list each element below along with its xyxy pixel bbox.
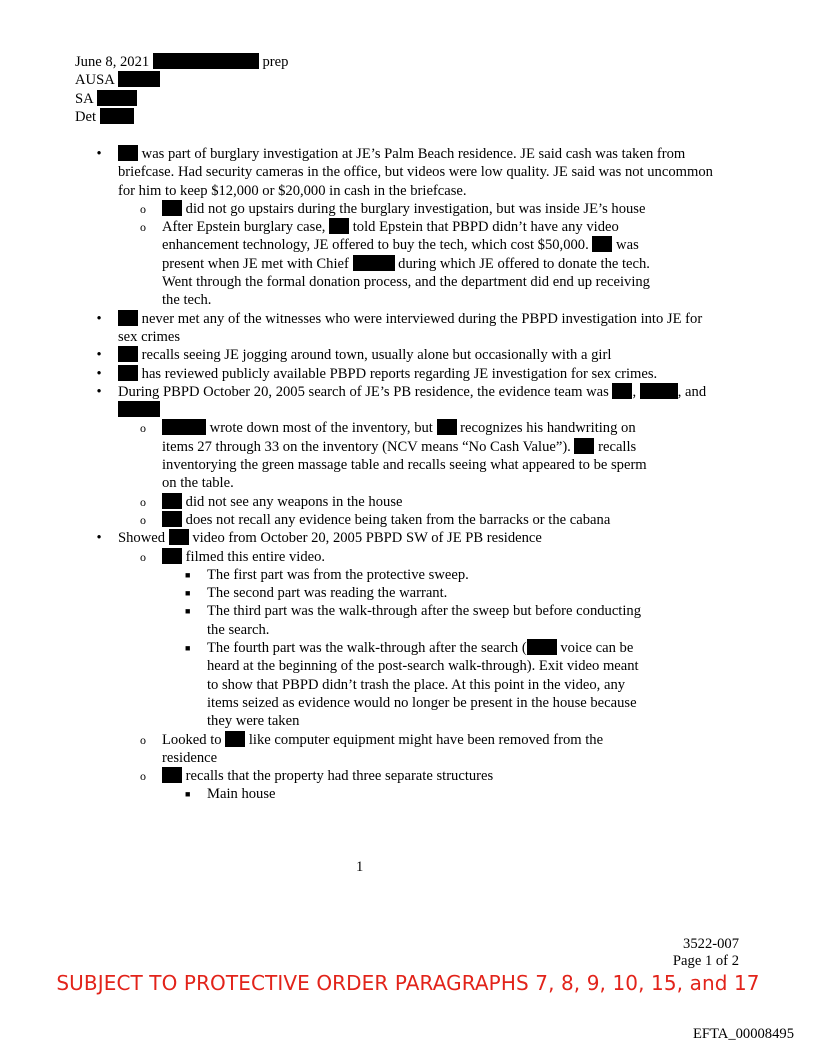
item-text: The third part was the walk-through after the sweep but before conducting the search. — [207, 603, 642, 638]
list-item — [75, 145, 718, 200]
list-item — [75, 310, 718, 347]
item-text: did not see any weapons in the house — [182, 493, 403, 510]
redaction-box — [100, 108, 134, 124]
redaction-box — [640, 383, 678, 399]
redaction-box — [162, 767, 182, 783]
bullet-dot: • — [96, 530, 102, 547]
item-text: Looked to — [162, 731, 226, 748]
item-text: After Epstein burglary case, — [162, 219, 330, 236]
list-item — [185, 566, 652, 584]
item-text: Main house — [207, 786, 276, 803]
list-item — [140, 493, 652, 511]
redaction-box — [162, 200, 182, 216]
header-prep: prep — [262, 54, 289, 70]
item-text: told Epstein that PBPD didn’t have any video enhancement technology, JE offered to buy the tech, which cost $50,000. — [162, 219, 619, 254]
item-text: during which JE offered to donate the tech. Went through the formal donation process, and the department did end up receiving the tech. — [162, 255, 650, 309]
item-text: recalls seeing JE jogging around town, usually alone but occasionally with a girl — [138, 347, 612, 364]
item-text: filmed this entire video. — [182, 548, 326, 565]
list-item — [140, 548, 652, 566]
page-of-label: Page 1 of 2 — [672, 952, 739, 969]
header-det: Det — [75, 108, 97, 125]
header-date: June 8, 2021 — [75, 54, 150, 70]
item-text: video from October 20, 2005 PBPD SW of JE PB residence — [188, 530, 542, 547]
list-item — [140, 200, 652, 218]
item-text: does not recall any evidence being taken from the barracks or the cabana — [182, 511, 611, 528]
document-stamp — [673, 936, 739, 969]
bates-number: EFTA_00008495 — [693, 1026, 794, 1042]
redaction-box — [592, 236, 612, 252]
list-item — [75, 365, 718, 383]
redaction-box — [169, 529, 189, 545]
header-ausa: AUSA — [75, 72, 114, 89]
redaction-box — [118, 401, 160, 417]
bullet-dot: • — [96, 365, 102, 382]
bullet-square: ■ — [185, 569, 191, 580]
list-item — [75, 529, 718, 547]
bullet-square: ■ — [185, 606, 191, 617]
redaction-box — [162, 419, 206, 435]
redaction-box — [353, 255, 395, 271]
list-item — [185, 785, 652, 803]
header-date-line — [75, 53, 288, 71]
bullet-dot: • — [96, 310, 102, 327]
bullet-circle: o — [140, 220, 146, 235]
redaction-box — [118, 310, 138, 326]
item-text: has reviewed publicly available PBPD reports regarding JE investigation for sex crimes. — [138, 365, 658, 382]
redaction-box — [162, 511, 182, 527]
item-text: recognizes his handwriting on items 27 through 33 on the inventory (NCV means “No Cash Value”). — [162, 420, 636, 455]
memo-header — [75, 53, 288, 126]
bullet-circle: o — [140, 201, 146, 216]
redaction-box — [97, 90, 137, 106]
page-number: 1 — [356, 859, 364, 875]
redaction-box — [162, 493, 182, 509]
item-text: During PBPD October 20, 2005 search of JE’s PB residence, the evidence team was — [118, 383, 613, 400]
list-item — [140, 511, 652, 529]
bullet-square: ■ — [185, 588, 191, 599]
list-item — [185, 584, 652, 602]
redaction-box — [437, 419, 457, 435]
redaction-box — [118, 346, 138, 362]
item-text: was present when JE met with Chief — [162, 237, 639, 272]
bullet-circle: o — [140, 421, 146, 436]
bullet-square: ■ — [185, 643, 191, 654]
bullet-circle: o — [140, 769, 146, 784]
list-item — [185, 639, 652, 730]
item-text: recalls inventorying the green massage table and recalls seeing what appeared to be sperm on the table. — [162, 438, 647, 492]
redaction-box — [118, 145, 138, 161]
list-item — [140, 731, 652, 768]
redaction-box — [118, 365, 138, 381]
item-text: The fourth part was the walk-through after the search ( — [207, 640, 527, 657]
redaction-box — [329, 218, 349, 234]
list-item — [140, 419, 652, 492]
header-sa-line — [75, 90, 288, 108]
item-text: , and — [677, 383, 707, 400]
item-text: did not go upstairs during the burglary investigation, but was inside JE’s house — [182, 200, 646, 217]
item-text: recalls that the property had three separate structures — [182, 768, 494, 785]
item-text: , — [632, 383, 640, 400]
header-sa: SA — [75, 90, 93, 107]
document-code: 3522-007 — [683, 936, 739, 952]
list-item — [140, 767, 652, 785]
bullet-dot: • — [96, 383, 102, 400]
item-text: never met any of the witnesses who were interviewed during the PBPD investigation into JE for sex crimes — [118, 310, 703, 345]
item-text: The first part was from the protective sweep. — [207, 566, 469, 583]
list-item — [140, 218, 652, 309]
item-text: like computer equipment might have been removed from the residence — [162, 731, 604, 766]
bullet-circle: o — [140, 732, 146, 747]
bullet-circle: o — [140, 512, 146, 527]
header-det-line — [75, 108, 288, 126]
bullet-square: ■ — [185, 789, 191, 800]
list-item — [75, 346, 718, 364]
bullet-circle: o — [140, 494, 146, 509]
bullet-dot: • — [96, 146, 102, 162]
item-text: voice can be heard at the beginning of the post-search walk-through). Exit video meant to show that PBPD didn’t trash the place. At this point in the video, any items seized as evidence would no longer be present in the house because they were taken — [207, 640, 639, 730]
bullet-dot: • — [96, 347, 102, 364]
redaction-box — [162, 548, 182, 564]
redaction-box — [574, 438, 594, 454]
list-item — [185, 602, 652, 639]
item-text: was part of burglary investigation at JE’s Palm Beach residence. JE said cash was taken from briefcase. Had security cameras in the office, but videos were low quality. JE said was not uncommon for him to keep $12,000 or $20,000 in cash in the briefcase. — [118, 146, 713, 199]
redaction-box — [153, 53, 259, 69]
redaction-box — [118, 71, 160, 87]
item-text: Showed — [118, 530, 169, 547]
item-text: wrote down most of the inventory, but — [206, 420, 437, 437]
header-ausa-line — [75, 71, 288, 89]
list-item — [75, 383, 718, 420]
redaction-box — [225, 731, 245, 747]
interview-notes-list — [0, 145, 816, 804]
redaction-box — [612, 383, 632, 399]
protective-order-banner: SUBJECT TO PROTECTIVE ORDER PARAGRAPHS 7, 8, 9, 10, 15, and 17 — [56, 971, 760, 995]
bullet-circle: o — [140, 549, 146, 564]
item-text: The second part was reading the warrant. — [207, 585, 448, 602]
redaction-box — [527, 639, 557, 655]
